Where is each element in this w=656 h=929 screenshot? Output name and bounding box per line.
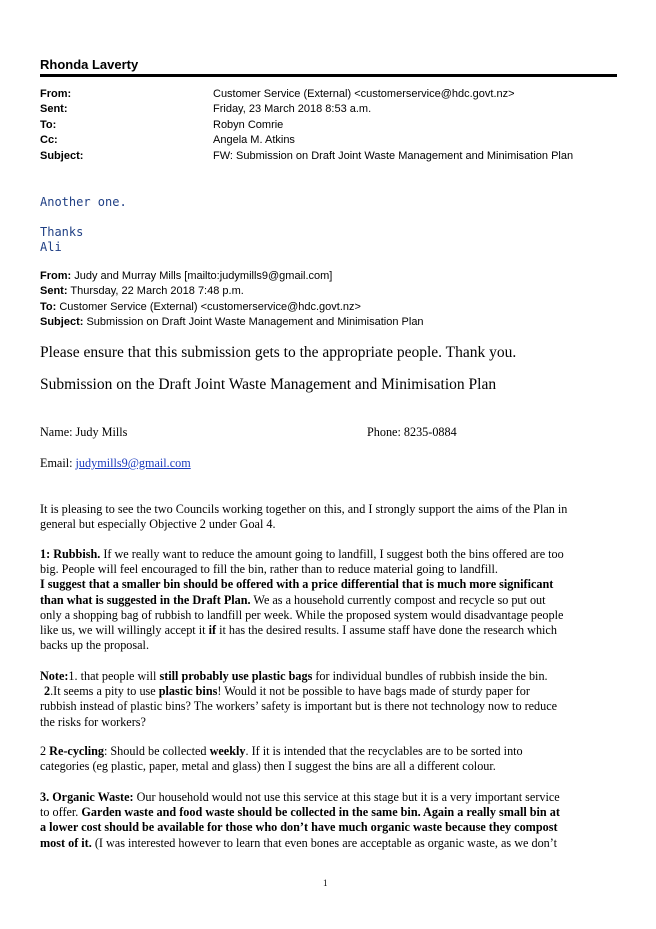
header-from-row (40, 88, 620, 103)
p4-line-1-c: . If it is intended that the recyclables are to be sorted into (245, 744, 523, 758)
header-cc-label: Cc: (40, 134, 58, 147)
p5-line-2 (40, 805, 620, 820)
p5-heading: 3. Organic Waste: (40, 790, 134, 804)
header-sent-row (40, 103, 620, 118)
forwarded-header (40, 269, 620, 330)
p1-line-1: It is pleasing to see the two Councils working together on this, and I strongly support the aims of the Plan in (40, 502, 568, 516)
header-to-value: Robyn Comrie (213, 118, 284, 131)
fwd-sent-value: Thursday, 22 March 2018 7:48 p.m. (70, 285, 244, 298)
p4-heading: Re-cycling (49, 744, 104, 758)
note-line-1: Another one. (40, 195, 127, 209)
header-subject-row (40, 150, 620, 165)
p3-line-4: the risks for workers? (40, 714, 146, 729)
p2-line-3: I suggest that a smaller bin should be offered with a price differential that is much more significant (40, 577, 554, 592)
p2-line-6-c: it has the desired results. I assume staff have done the research which (216, 623, 557, 638)
header-to-row (40, 119, 620, 134)
document-title: Submission on the Draft Joint Waste Management and Minimisation Plan (40, 376, 497, 393)
p2-line-1-text: If we really want to reduce the amount going to landfill, I suggest both the bins offered are too (100, 547, 564, 561)
fwd-from-row (40, 269, 620, 284)
paragraph-rubbish (40, 547, 620, 653)
sender-name: Rhonda Laverty (40, 57, 139, 72)
header-rule (40, 74, 617, 77)
p5-line-2-b: Garden waste and food waste should be collected in the same bin. Again a really small bin at (81, 805, 560, 820)
email-line (40, 456, 620, 471)
p4-line-1 (40, 744, 620, 759)
email-link[interactable]: judymills9@gmail.com (75, 456, 191, 470)
header-subject-label: Subject: (40, 149, 84, 162)
paragraph-recycling (40, 744, 620, 774)
note-line-2: Thanks (40, 225, 84, 239)
p5-line-1-text: Our household would not use this service at this stage but it is a very important service (133, 790, 560, 804)
p2-line-6 (40, 623, 620, 638)
fwd-sent-label: Sent: (40, 285, 68, 298)
p2-line-4-bold: than what is suggested in the Draft Plan. (40, 592, 251, 607)
paragraph-note (40, 669, 620, 730)
p3-line-1 (40, 669, 620, 684)
p2-line-4 (40, 593, 620, 608)
p3-line-1-b: still probably use plastic bags (159, 669, 313, 683)
p5-line-4-text: (I was interested however to learn that even bones are acceptable as organic waste, as we don’t (91, 835, 557, 850)
header-subject-value: FW: Submission on Draft Joint Waste Management and Minimisation Plan (213, 149, 574, 162)
p3-line-2-num: 2 (44, 684, 51, 699)
p2-line-1 (40, 547, 620, 562)
p2-line-4-text: We as a household currently compost and recycle so put out (250, 592, 546, 607)
p3-line-2-a: .It seems a pity to use (50, 684, 159, 699)
fwd-to-row (40, 300, 620, 315)
fwd-subject-row (40, 315, 620, 330)
name-line: Name: Judy Mills (40, 425, 128, 439)
header-cc-value: Angela M. Atkins (213, 134, 295, 147)
p4-line-1-b: weekly (209, 744, 246, 758)
fwd-to-value: Customer Service (External) <customerservice@hdc.govt.nz> (59, 300, 361, 313)
header-to-label: To: (40, 118, 57, 131)
note-line-3: Ali (40, 240, 62, 254)
p5-line-4 (40, 836, 620, 851)
header-from-value: Customer Service (External) <customerservice@hdc.govt.nz> (213, 88, 515, 100)
paragraph-organic (40, 790, 620, 851)
p3-line-1-c: for individual bundles of rubbish inside the bin. (312, 669, 548, 683)
header-sent-label: Sent: (40, 103, 68, 116)
p5-line-3: a lower cost should be available for those who don’t have much organic waste because they compost (40, 820, 558, 835)
p5-line-2-a: to offer. (40, 805, 82, 820)
fwd-sent-row (40, 284, 620, 299)
p4-line-1-a: : Should be collected (103, 744, 210, 758)
page-number: 1 (323, 878, 328, 888)
p2-line-5: only a shopping bag of rubbish to landfill per week. While the proposed system would disadvantage people (40, 607, 564, 622)
p3-line-2-c: ! Would it not be possible to have bags made of sturdy paper for (217, 684, 530, 699)
fwd-from-value: Judy and Murray Mills [mailto:judymills9@gmail.com] (74, 270, 333, 282)
fwd-subject-value: Submission on Draft Joint Waste Management and Minimisation Plan (86, 315, 424, 328)
fwd-to-label: To: (40, 300, 57, 313)
p5-line-1 (40, 790, 620, 805)
p1-line-2: general but especially Objective 2 under Goal 4. (40, 517, 276, 532)
email-header (40, 88, 620, 165)
email-label: Email: (40, 456, 76, 470)
header-cc-row (40, 134, 620, 149)
p3-line-1-a: 1. that people will (68, 669, 160, 683)
p3-line-2-b: plastic bins (158, 684, 218, 699)
p2-heading: 1: Rubbish. (40, 547, 101, 561)
p2-line-7: backs up the proposal. (40, 638, 149, 653)
p2-line-6-b: if (208, 623, 217, 638)
p2-line-2: big. People will feel encouraged to fill the bin, rather than to reduce material going to landfill. (40, 562, 498, 577)
p5-line-4-bold: most of it. (40, 835, 92, 850)
fwd-from-label: From: (40, 270, 72, 282)
intro-text: Please ensure that this submission gets to the appropriate people. Thank you. (40, 344, 517, 361)
p3-label: Note: (40, 669, 69, 683)
phone-line: Phone: 8235-0884 (367, 425, 457, 439)
header-from-label: From: (40, 88, 72, 100)
p4-num: 2 (40, 744, 50, 758)
fwd-subject-label: Subject: (40, 315, 84, 328)
p4-line-2: categories (eg plastic, paper, metal and glass) then I suggest the bins are all a different colour. (40, 759, 496, 774)
header-sent-value: Friday, 23 March 2018 8:53 a.m. (213, 103, 372, 116)
paragraph-intro (40, 502, 620, 532)
p3-line-2 (40, 684, 620, 699)
p3-line-3: rubbish instead of plastic bins? The workers’ safety is important but is there not technology now to reduce (40, 699, 558, 714)
p2-line-6-a: like us, we will willingly accept it (40, 623, 209, 638)
